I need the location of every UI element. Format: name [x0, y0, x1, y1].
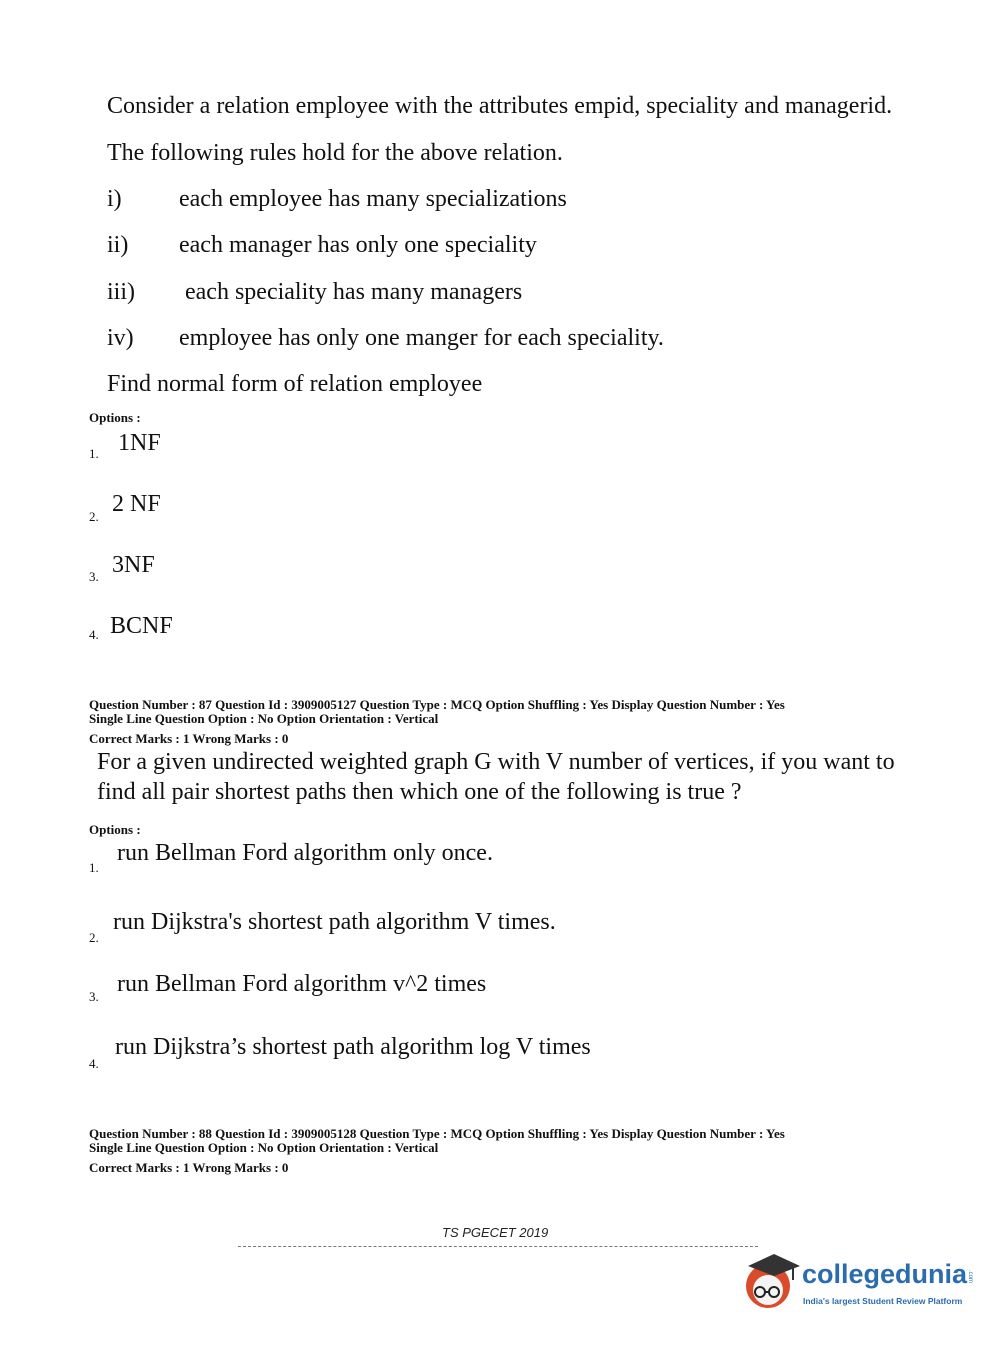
- q88-marks: Correct Marks : 1 Wrong Marks : 0: [89, 1160, 289, 1175]
- rule-text: each employee has many specializations: [179, 186, 567, 212]
- option-number: 1.: [89, 446, 99, 461]
- logo-tagline: India's largest Student Review Platform: [803, 1296, 963, 1306]
- option-number: 4.: [89, 1056, 99, 1071]
- rule-number: i): [107, 186, 122, 212]
- rule-number: iv): [107, 325, 134, 351]
- option-number: 2.: [89, 930, 99, 945]
- q87-line-1: For a given undirected weighted graph G with V number of vertices, if you want to: [97, 749, 895, 775]
- q87-meta-line-1: Question Number : 87 Question Id : 3909005127 Question Type : MCQ Option Shuffling : Yes Display Question Number : Yes: [89, 697, 785, 712]
- exam-footer: TS PGECET 2019: [442, 1225, 549, 1240]
- rule-text: each speciality has many managers: [185, 279, 523, 305]
- option-number: 1.: [89, 860, 99, 875]
- q86-line-1: Consider a relation employee with the attributes empid, speciality and managerid.: [107, 93, 893, 119]
- logo-wordmark[interactable]: [802, 1259, 973, 1290]
- q86-line-2: The following rules hold for the above relation.: [107, 140, 563, 166]
- rule-number: iii): [107, 279, 135, 305]
- q86-ask: Find normal form of relation employee: [107, 371, 483, 397]
- q88-meta-line-1: Question Number : 88 Question Id : 3909005128 Question Type : MCQ Option Shuffling : Yes Display Question Number : Yes: [89, 1126, 785, 1141]
- option-text[interactable]: run Bellman Ford algorithm only once.: [117, 840, 493, 866]
- option-text[interactable]: run Dijkstra’s shortest path algorithm log V times: [115, 1034, 591, 1060]
- option-text[interactable]: 3NF: [112, 552, 155, 578]
- q88-meta-line-2: Single Line Question Option : No Option Orientation : Vertical: [89, 1140, 439, 1155]
- graduate-mascot-icon: [738, 1246, 808, 1316]
- option-text[interactable]: run Dijkstra's shortest path algorithm V times.: [113, 909, 556, 935]
- options-label: Options :: [89, 822, 141, 837]
- option-number: 3.: [89, 989, 99, 1004]
- rule-text: employee has only one manger for each speciality.: [179, 325, 664, 351]
- rule-text: each manager has only one speciality: [179, 232, 537, 258]
- option-number: 4.: [89, 627, 99, 642]
- option-text[interactable]: BCNF: [110, 613, 173, 639]
- footer-divider: [238, 1246, 758, 1247]
- q87-line-2: find all pair shortest paths then which one of the following is true ?: [97, 779, 742, 805]
- rule-number: ii): [107, 232, 129, 258]
- option-text[interactable]: 1NF: [118, 430, 161, 456]
- option-number: 2.: [89, 509, 99, 524]
- option-text[interactable]: 2 NF: [112, 491, 161, 517]
- option-number: 3.: [89, 569, 99, 584]
- options-label: Options :: [89, 410, 141, 425]
- logo-name: collegedunia: [802, 1259, 968, 1289]
- option-text[interactable]: run Bellman Ford algorithm v^2 times: [117, 971, 487, 997]
- q87-meta-line-2: Single Line Question Option : No Option Orientation : Vertical: [89, 711, 439, 726]
- q87-marks: Correct Marks : 1 Wrong Marks : 0: [89, 731, 289, 746]
- logo-suffix: .com: [967, 1269, 974, 1283]
